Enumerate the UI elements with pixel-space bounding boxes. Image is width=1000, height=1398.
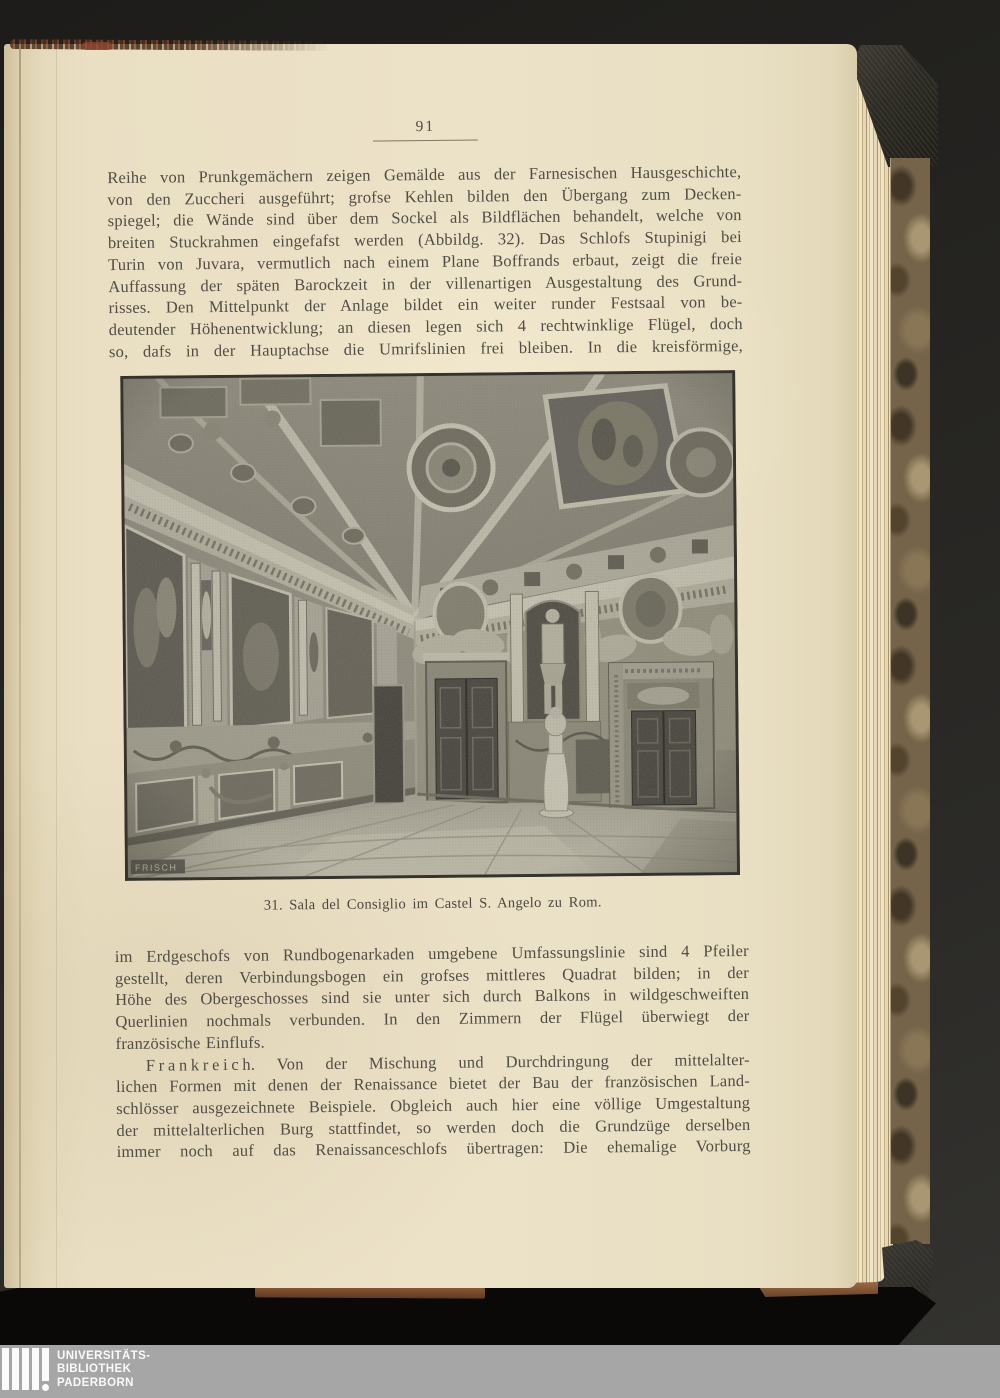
book-page xyxy=(4,44,857,1288)
text-line: im Erdgeschofs von Rundbogenarkaden umgebene Umfassungslinie sind 4 Pfeiler xyxy=(114,940,749,967)
photo-illustration xyxy=(120,370,740,881)
text-line: spiegel; die Wände sind über dem Sockel als Bildflächen behandelt, welche von xyxy=(107,205,742,231)
library-name-line: UNIVERSITÄTS- xyxy=(57,1350,151,1362)
logo-bar xyxy=(12,1348,19,1390)
paragraph-1 xyxy=(107,161,743,362)
library-name-line: PADERBORN xyxy=(57,1376,134,1389)
book-page-block-edge xyxy=(856,54,893,1286)
text-line: lichen Formen mit denen der Renaissance bietet der Bau der französischen Land- xyxy=(115,1071,751,1097)
library-watermark-bar xyxy=(0,1345,1000,1398)
text-line: schlösser ausgezeichnete Beispiele. Obgleich auch hier eine völlige Umgestaltung xyxy=(116,1092,751,1118)
page-number: 91 xyxy=(373,118,478,142)
marbled-cover-edge xyxy=(890,158,930,1244)
text-line: deutender Höhenentwicklung; an diesen legen sich 4 rechtwinklige Flügel, doch xyxy=(108,313,743,339)
library-name xyxy=(57,1350,150,1390)
figure-photo-sala-del-consiglio xyxy=(120,370,740,881)
text-line: F r a n k r e i c h. Von der Mischung und Durchdringung der mittelalter- xyxy=(145,1049,750,1075)
text-line: risses. Den Mittelpunkt der Anlage bildet ein weiter runder Festsaal von be- xyxy=(108,292,743,318)
logo-bar xyxy=(2,1348,9,1390)
paragraph-2-and-3 xyxy=(115,940,751,1163)
text-line: immer noch auf das Renaissanceschlofs übertragen: Die ehemalige Vorburg xyxy=(116,1136,751,1162)
text-line: von den Zuccheri ausgeführt; grofse Kehlen bilden den Übergang zum Decken- xyxy=(107,183,742,209)
text-line: so, dafs in der Hauptachse die Umrifslinien frei bleiben. In die kreisförmige, xyxy=(108,335,744,361)
text-line: Auffassung der späten Barockzeit in der villenartigen Ausgestaltung des Grund- xyxy=(108,270,743,296)
text-line: breiten Stuckrahmen eingefafst werden (Abbildg. 32). Das Schlofs Stupinigi bei xyxy=(107,227,742,253)
text-line: der mittelalterlichen Burg stattfindet, so werden doch die Grundzüge derselben xyxy=(116,1114,751,1140)
page-content xyxy=(0,40,863,1292)
logo-bar xyxy=(22,1348,29,1390)
figure-caption: 31. Sala del Consiglio im Castel S. Angelo zu Rom. xyxy=(263,894,602,914)
library-name-line: BIBLIOTHEK xyxy=(57,1363,132,1376)
logo-bar xyxy=(32,1348,39,1390)
text-line: Reihe von Prunkgemächern zeigen Gemälde aus der Farnesischen Hausgeschichte, xyxy=(107,161,742,188)
text-line: Querlinien nochmals verbunden. In den Zimmern der Flügel überwiegt der xyxy=(115,1006,750,1032)
logo-bar xyxy=(42,1348,49,1381)
text-line: Turin von Juvara, vermutlich nach einem Plane Boffrands erbaut, zeigt die freie xyxy=(108,248,743,274)
text-line: gestellt, deren Verbindungsbogen ein grofses mittleres Quadrat bilden; in der xyxy=(114,962,750,988)
logo-dot xyxy=(42,1384,49,1391)
text-line: Höhe des Obergeschosses sind sie unter sich durch Balkons in wildgeschweiften xyxy=(115,984,750,1010)
text-line: französische Einflufs. xyxy=(115,1032,265,1053)
